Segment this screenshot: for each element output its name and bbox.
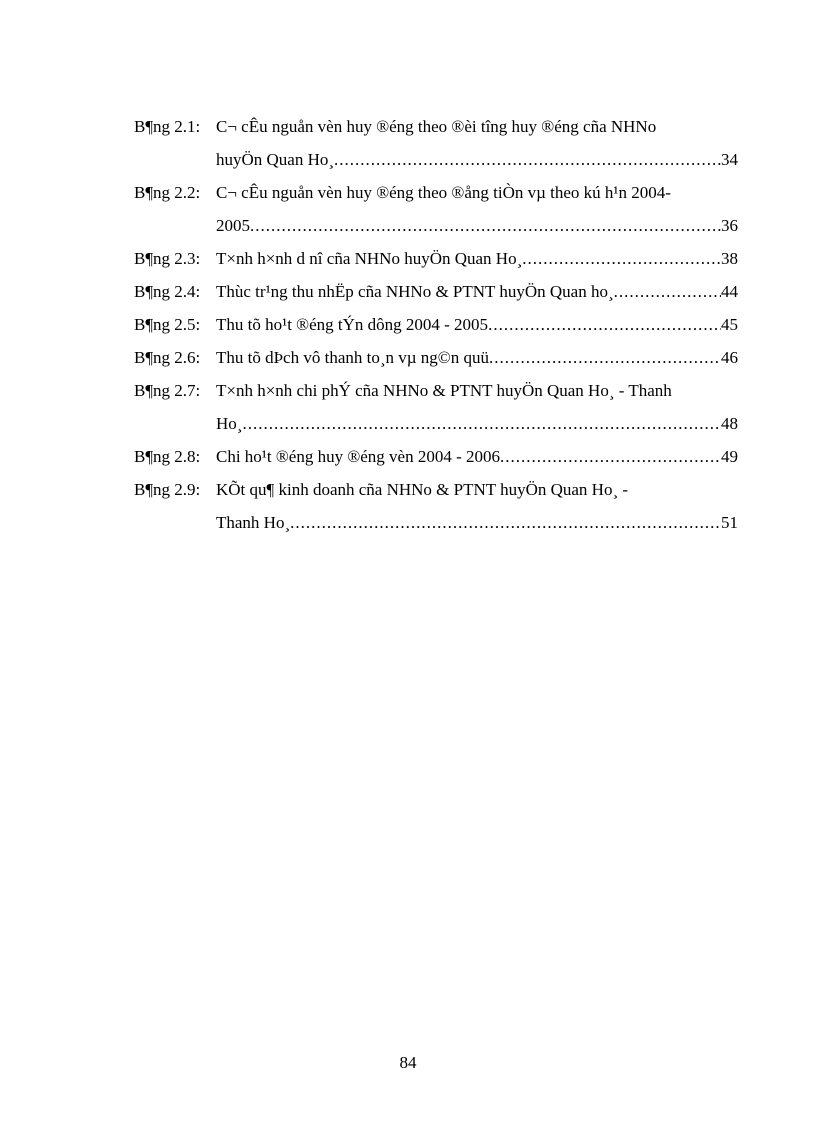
toc-entry-title: C¬ cÊu nguån vèn huy ®éng theo ®èi tîng huy ®éng cña NHNo (216, 117, 657, 136)
toc-entry-label: B¶ng 2.4: (134, 282, 201, 301)
toc-entry-label: B¶ng 2.9: (134, 480, 201, 499)
toc-entry-title: C¬ cÊu nguån vèn huy ®éng theo ®ång tiÒn vµ theo kú h¹n 2004- (216, 183, 671, 202)
toc-entry-page: 46 (721, 348, 738, 367)
dot-leader (250, 209, 721, 242)
toc-entry-page: 49 (721, 447, 738, 466)
page-number: 84 (399, 1053, 417, 1072)
toc-entry-label: B¶ng 2.1: (134, 117, 201, 136)
toc-entry-page: 34 (721, 150, 738, 169)
toc-entry-label: B¶ng 2.2: (134, 183, 201, 202)
toc-entry-title: Thùc tr¹ng thu nhËp cña NHNo & PTNT huyÖn Quan ho¸ (216, 282, 614, 301)
dot-leader (488, 308, 721, 341)
toc-entry-page: 36 (721, 216, 738, 235)
dot-leader (290, 506, 721, 539)
toc-entry-title: T×nh h×nh d nî cña NHNo huyÖn Quan Ho¸ (216, 249, 523, 268)
toc-entry-title: Thu tõ dÞch vô thanh to¸n vµ ng©n quü (216, 348, 489, 367)
dot-leader (489, 341, 721, 374)
toc-entry[interactable] (134, 275, 738, 308)
toc-entry-page: 38 (721, 249, 738, 268)
toc-entry-title-continued: Ho¸ (216, 414, 243, 433)
toc-entry-title: T×nh h×nh chi phÝ cña NHNo & PTNT huyÖn Quan Ho¸ - Thanh (216, 381, 672, 400)
dot-leader (242, 407, 721, 440)
toc-entry-title-continued: Thanh Ho¸ (216, 513, 291, 532)
toc-entry-label: B¶ng 2.3: (134, 249, 201, 268)
toc-entry-title-continued: huyÖn Quan Ho¸ (216, 150, 335, 169)
toc-entry-label: B¶ng 2.6: (134, 348, 201, 367)
dot-leader (614, 275, 721, 308)
toc-entry[interactable] (134, 110, 738, 176)
toc-entry-title: Thu tõ ho¹t ®éng tÝn dông 2004 - 2005 (216, 315, 489, 334)
toc-entry[interactable] (134, 308, 738, 341)
dot-leader (500, 440, 721, 473)
toc-entry[interactable] (134, 341, 738, 374)
toc-entry[interactable] (134, 242, 738, 275)
toc-entry-page: 45 (721, 315, 738, 334)
toc-entry-title: KÕt qu¶ kinh doanh cña NHNo & PTNT huyÖn Quan Ho¸ - (216, 480, 629, 499)
table-of-tables (134, 110, 738, 539)
toc-entry-label: B¶ng 2.5: (134, 315, 201, 334)
toc-entry[interactable] (134, 440, 738, 473)
toc-entry-page: 44 (721, 282, 738, 301)
toc-entry[interactable] (134, 473, 738, 539)
dot-leader (522, 242, 721, 275)
toc-entry-title-continued: 2005 (216, 216, 250, 235)
toc-entry-page: 51 (721, 513, 738, 532)
dot-leader (334, 143, 721, 176)
toc-entry-label: B¶ng 2.8: (134, 447, 201, 466)
toc-entry[interactable] (134, 176, 738, 242)
toc-entry-page: 48 (721, 414, 738, 433)
toc-entry-title: Chi ho¹t ®éng huy ®éng vèn 2004 - 2006 (216, 447, 501, 466)
toc-entry[interactable] (134, 374, 738, 440)
toc-entry-label: B¶ng 2.7: (134, 381, 201, 400)
